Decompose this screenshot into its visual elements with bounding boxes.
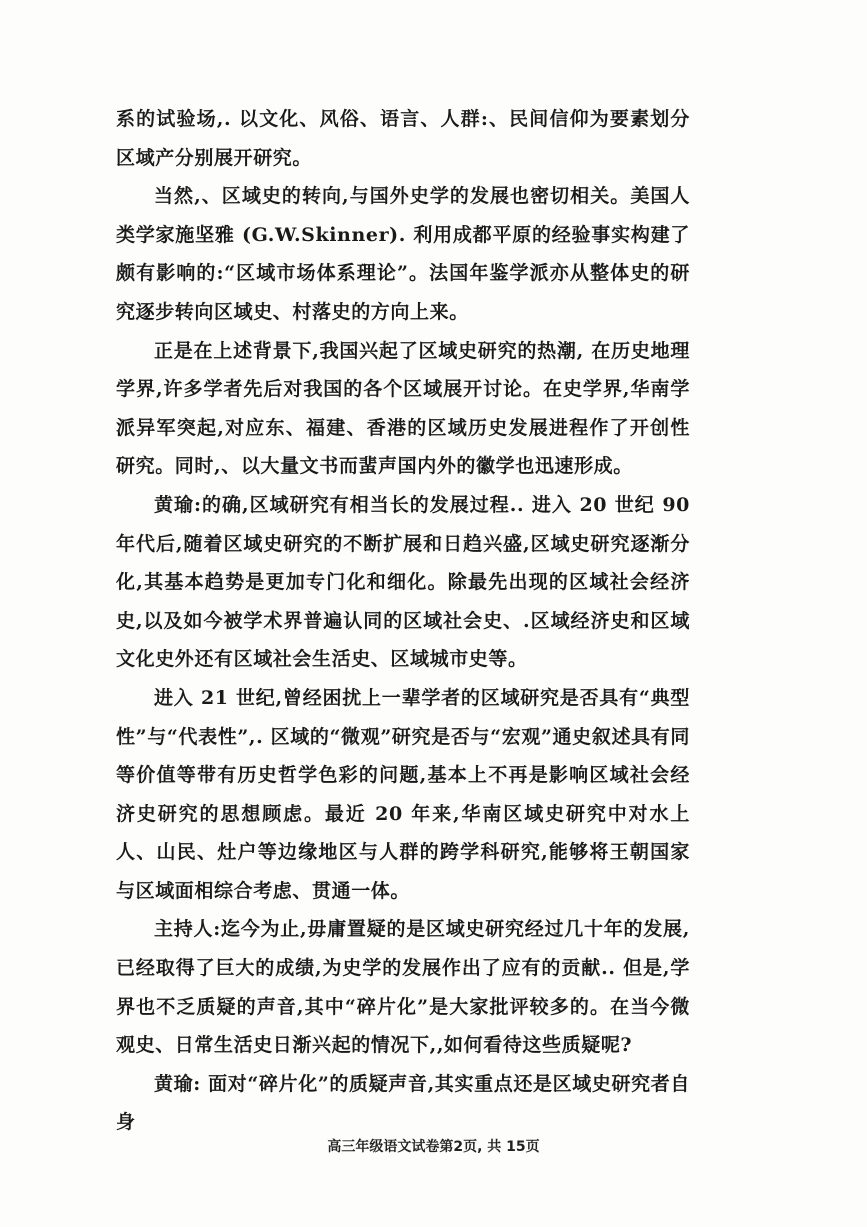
paragraph-6: 主持人:迄今为止,毋庸置疑的是区域史研究经过几十年的发展,已经取得了巨大的成绩,为史学的发展作出了应有的贡献.. 但是,学界也不乏质疑的声音,其中“碎片化”是大家批评较多的。在当今微观史、日常生活史日渐兴起的情况下,,如何看待这些质疑呢? bbox=[116, 918, 690, 1057]
page-footer: 高三年级语文试卷第2页, 共 15页 bbox=[327, 1139, 540, 1155]
paragraph-5: 进入 21 世纪,曾经困扰上一辈学者的区域研究是否具有“典型性”与“代表性”,. 区域的“微观”研究是否与“宏观”通史叙述具有同等价值等带有历史哲学色彩的问题,基本上不再是影响区域社会经济史研究的思想顾虑。最近 20 年来,华南区域史研究中对水上人、山民、灶户等边缘地区与人群的跨学科研究,能够将王朝国家与区域面相综合考虑、贯通一体。 bbox=[116, 686, 690, 902]
paragraph-4: 黄瑜:的确,区域研究有相当长的发展过程.. 进入 20 世纪 90 年代后,随着区域史研究的不断扩展和日趋兴盛,区域史研究逐渐分化,其基本趋势是更加专门化和细化。除最先出现的区域社会经济史,以及如今被学术界普遍认同的区域社会史、.区域经济史和区域文化史外还有区域社会生活史、区域城市史等。 bbox=[116, 493, 690, 671]
paragraph-7: 黄瑜: 面对“碎片化”的质疑声音,其实重点还是区域史研究者自身 bbox=[116, 1072, 690, 1134]
paragraph-3: 正是在上述背景下,我国兴起了区域史研究的热潮, 在历史地理学界,许多学者先后对我国的各个区域展开讨论。在史学界,华南学派异军突起,对应东、福建、香港的区域历史发展进程作了开创性研究。同时,、以大量文书而蜚声国内外的徽学也迅速形成。 bbox=[116, 339, 690, 478]
paragraph-1: 系的试验场,. 以文化、风俗、语言、人群:、民间信仰为要素划分区域产分别展开研究。 bbox=[116, 108, 690, 169]
article-body bbox=[116, 100, 690, 1142]
paragraph-2: 当然,、区域史的转向,与国外史学的发展也密切相关。美国人类学家施坚雅 (G.W.Skinner). 利用成都平原的经验事实构建了颇有影响的:“区域市场体系理论”。法国年鉴学派亦从整体史的研究逐步转向区域史、村落史的方向上来。 bbox=[116, 185, 690, 323]
